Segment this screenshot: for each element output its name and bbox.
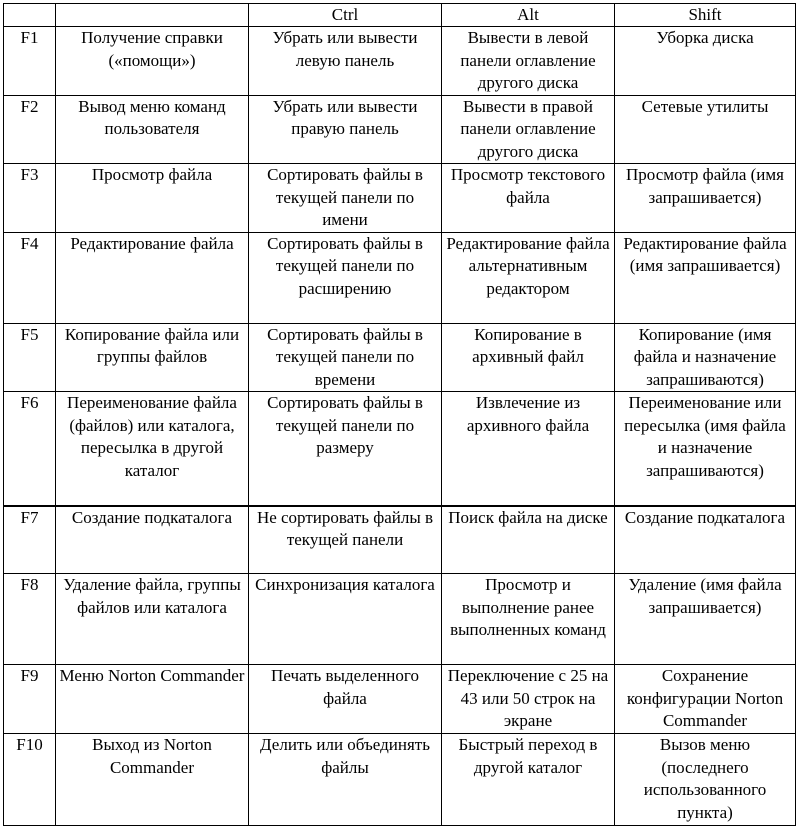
plain-action-cell: Создание подкаталога bbox=[56, 506, 249, 574]
ctrl-action-cell: Сортировать файлы в текущей панели по расширению bbox=[249, 232, 442, 323]
table-row bbox=[4, 164, 796, 233]
ctrl-action-cell: Убрать или вывести левую панель bbox=[249, 27, 442, 96]
shift-action-cell: Копирование (имя файла и назначение запрашиваются) bbox=[615, 323, 796, 392]
ctrl-action-cell: Убрать или вывести правую панель bbox=[249, 95, 442, 164]
shift-action-cell: Уборка диска bbox=[615, 27, 796, 96]
alt-action-cell: Поиск файла на диске bbox=[442, 506, 615, 574]
plain-action-cell: Удаление файла, группы файлов или каталога bbox=[56, 574, 249, 665]
shift-action-cell: Создание подкаталога bbox=[615, 506, 796, 574]
shift-action-cell: Вызов меню (последнего использованного пункта) bbox=[615, 734, 796, 826]
alt-action-cell: Просмотр текстового файла bbox=[442, 164, 615, 233]
shift-action-cell: Переименование или пересылка (имя файла и назначение запрашиваются) bbox=[615, 392, 796, 506]
plain-action-cell: Вывод меню команд пользователя bbox=[56, 95, 249, 164]
table-row bbox=[4, 574, 796, 665]
plain-action-cell: Просмотр файла bbox=[56, 164, 249, 233]
plain-action-cell: Переименование файла (файлов) или каталога, пересылка в другой каталог bbox=[56, 392, 249, 506]
table-row bbox=[4, 27, 796, 96]
table-row bbox=[4, 323, 796, 392]
ctrl-action-cell: Сортировать файлы в текущей панели по имени bbox=[249, 164, 442, 233]
plain-action-cell: Выход из Norton Commander bbox=[56, 734, 249, 826]
shift-action-cell: Редактирование файла (имя запрашивается) bbox=[615, 232, 796, 323]
ctrl-action-cell: Печать выделенного файла bbox=[249, 665, 442, 734]
header-shift: Shift bbox=[615, 4, 796, 27]
alt-action-cell: Быстрый переход в другой каталог bbox=[442, 734, 615, 826]
table-row bbox=[4, 392, 796, 506]
ctrl-action-cell: Сортировать файлы в текущей панели по размеру bbox=[249, 392, 442, 506]
key-cell: F4 bbox=[4, 232, 56, 323]
ctrl-action-cell: Не сортировать файлы в текущей панели bbox=[249, 506, 442, 574]
plain-action-cell: Меню Norton Commander bbox=[56, 665, 249, 734]
alt-action-cell: Извлечение из архивного файла bbox=[442, 392, 615, 506]
key-cell: F5 bbox=[4, 323, 56, 392]
shift-action-cell: Сохранение конфигурации Norton Commander bbox=[615, 665, 796, 734]
key-cell: F8 bbox=[4, 574, 56, 665]
alt-action-cell: Копирование в архивный файл bbox=[442, 323, 615, 392]
key-cell: F1 bbox=[4, 27, 56, 96]
alt-action-cell: Просмотр и выполнение ранее выполненных команд bbox=[442, 574, 615, 665]
key-cell: F6 bbox=[4, 392, 56, 506]
header-blank-cell bbox=[4, 4, 56, 27]
plain-action-cell: Редактирование файла bbox=[56, 232, 249, 323]
table-row bbox=[4, 95, 796, 164]
shift-action-cell: Удаление (имя файла запрашивается) bbox=[615, 574, 796, 665]
key-cell: F10 bbox=[4, 734, 56, 826]
alt-action-cell: Вывести в левой панели оглавление другого диска bbox=[442, 27, 615, 96]
ctrl-action-cell: Синхронизация каталога bbox=[249, 574, 442, 665]
key-cell: F7 bbox=[4, 506, 56, 574]
ctrl-action-cell: Сортировать файлы в текущей панели по времени bbox=[249, 323, 442, 392]
header-blank-cell bbox=[56, 4, 249, 27]
key-cell: F2 bbox=[4, 95, 56, 164]
table-row bbox=[4, 665, 796, 734]
plain-action-cell: Получение справки («помощи») bbox=[56, 27, 249, 96]
table-row bbox=[4, 506, 796, 574]
shift-action-cell: Сетевые утилиты bbox=[615, 95, 796, 164]
alt-action-cell: Вывести в правой панели оглавление другого диска bbox=[442, 95, 615, 164]
alt-action-cell: Переключение с 25 на 43 или 50 строк на экране bbox=[442, 665, 615, 734]
key-cell: F3 bbox=[4, 164, 56, 233]
key-cell: F9 bbox=[4, 665, 56, 734]
plain-action-cell: Копирование файла или группы файлов bbox=[56, 323, 249, 392]
header-ctrl: Ctrl bbox=[249, 4, 442, 27]
table-row bbox=[4, 734, 796, 826]
function-keys-table bbox=[3, 3, 796, 826]
header-alt: Alt bbox=[442, 4, 615, 27]
shift-action-cell: Просмотр файла (имя запрашивается) bbox=[615, 164, 796, 233]
ctrl-action-cell: Делить или объединять файлы bbox=[249, 734, 442, 826]
alt-action-cell: Редактирование файла альтернативным редактором bbox=[442, 232, 615, 323]
table-row bbox=[4, 232, 796, 323]
table-header-row bbox=[4, 4, 796, 27]
